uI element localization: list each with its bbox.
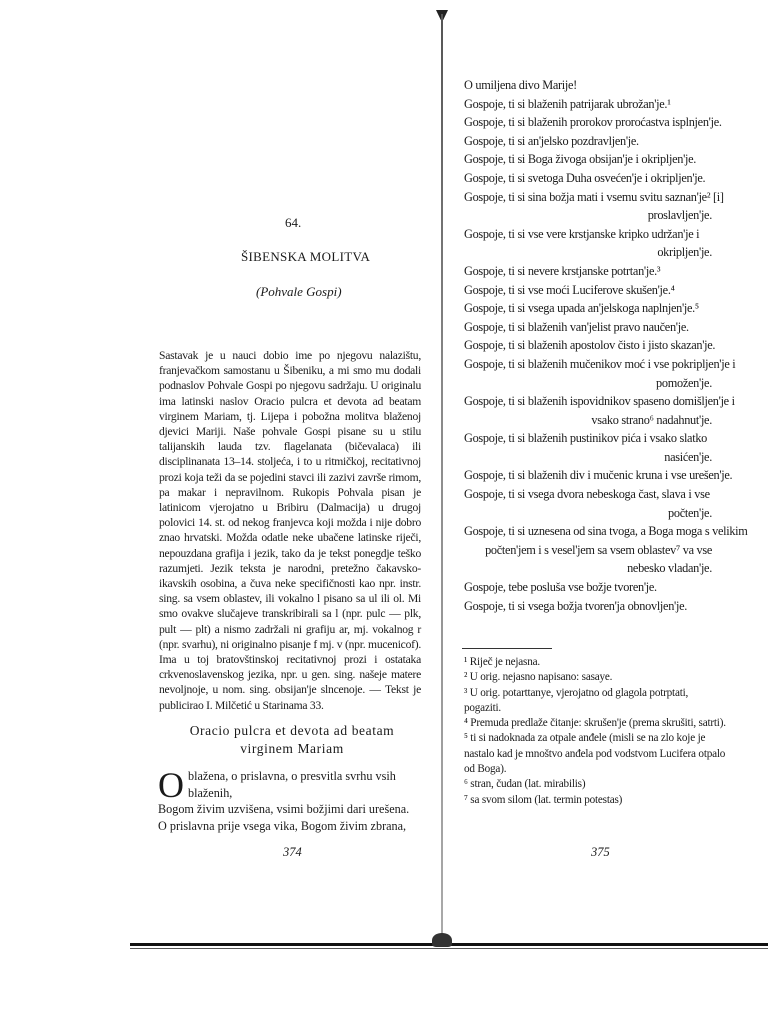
verse-line: O umiljena divo Marije! — [464, 78, 577, 92]
chapter-number: 64. — [285, 215, 302, 230]
verse-line-continuation: okriplјen'je. — [657, 245, 712, 260]
poem-line: Bogom živim uzvišena, vsimi božjimi dari urešena. — [158, 802, 410, 816]
drop-cap: O — [158, 765, 184, 805]
verse-line: Gospoje, ti si Boga živoga obsijan'je i okriplјen'je. — [464, 152, 697, 167]
verse-line: Gospoje, ti si uznesena od sina tvoga, a Boga moga s velikim — [464, 524, 748, 539]
verse-line: Gospoje, ti si blaženih prorokov proroćastva isplnjen'je. — [464, 115, 722, 130]
verse-line: Gospoje, ti si blaženih div i mučenic kruna i vse urešen'je. — [464, 468, 733, 483]
verse-line: Gospoje, ti si vsega upada an'jelskoga naplnjen'je.⁵ — [464, 301, 699, 316]
footnote: ³ U orig. potarttanye, vjerojatno od glagola potrptati, pogaziti. — [464, 686, 689, 714]
verse-line-continuation: nebesko vladan'je. — [627, 561, 712, 576]
page-number-left: 374 — [283, 845, 302, 859]
footnotes — [464, 655, 726, 808]
verse-line: Gospoje, ti si blaženih patrijarak ubrožan'je.¹ — [464, 96, 671, 111]
verse-line: Gospoje, ti si vse moći Luciferove skušen'je.⁴ — [464, 282, 675, 297]
footnote: ⁵ ti si nadoknada za otpale anđele (misli se na zlo koje je nastalo kad je mnoštvo anđela pod vodstvom Lucifera otpalo od Boga). — [464, 732, 726, 776]
verse-line: Gospoje, ti si blaženih van'jelist pravo naučen'je. — [464, 319, 689, 334]
chapter-subtitle: (Pohvale Gospi) — [256, 284, 342, 299]
verse-line-continuation: nasićen'je. — [664, 449, 712, 464]
verse-line: Gospoje, ti si blaženih apostolov čisto i jisto skazan'je. — [464, 338, 716, 353]
verse-line-continuation: proslavljen'je. — [647, 208, 712, 223]
verse-line: Gospoje, ti si sina božja mati i vsemu svitu saznan'je² [i] — [464, 189, 724, 204]
verse-line-continuation: počten'je. — [668, 505, 712, 520]
spine-bottom-mark — [432, 933, 452, 947]
verse-line-continuation: počten'jem i s vesel'jem sa vsem oblastev⁷ va vse — [485, 542, 712, 557]
poem-title: Oracio pulcra et devota ad beatam virginem Mariam — [189, 723, 395, 756]
chapter-title: ŠIBENSKA MOLITVA — [241, 249, 371, 264]
verse-line-continuation: vsako strano⁶ nadahnut'je. — [591, 412, 712, 427]
book-spine — [441, 14, 443, 944]
verse-line: Gospoje, ti si nevere krstjanske potrtan'je.³ — [464, 263, 661, 278]
footnote: ⁷ sa svom silom (lat. termin potestas) — [464, 793, 623, 806]
page-number-right: 375 — [591, 845, 610, 859]
verse-line: Gospoje, ti si vsega božja tvoren'ja obnovljen'je. — [464, 598, 688, 613]
footnote: ⁴ Premuda predlaže čitanje: skrušen'je (prema skrušiti, satrti). — [464, 717, 726, 730]
footnote: ⁶ stran, čudan (lat. mirabilis) — [464, 778, 586, 791]
page-bottom-edge-shadow — [130, 948, 768, 949]
verse-line: Gospoje, ti si svetoga Duha osvećen'je i okriplјen'je. — [464, 170, 706, 185]
verse-line-continuation: pomožen'je. — [656, 375, 712, 390]
verse-line: Gospoje, ti si vsega dvora nebeskoga čast, slava i vse — [464, 487, 710, 502]
intro-paragraph: Sastavak je u nauci dobio ime po njegovu nalazištu, franjevačkom samostanu u Šibeniku, a mi smo mu dodali podnaslov Pohvale Gospi po njegovu sadržaju. U originalu ima latinski naslov Oracio pulcra et devota ad beatam virginem Mariam, tj. Lijepa i pobožna molitva blaženoj djevici Mariji. Naše pohvale Gospi pisane su u stilu talijanskih lauda tzv. flagelanata (bičevalaca) ili disciplinanata 13–14. stoljeća, i to u ritmičkoj, recitativnoj prozi koja teži da se pojedini stavci ili zazivi završe rimom, pa makar i nepravilnom. Rukopis Pohvala pisan je latinicom vjerojatno u Bribiru (Dalmacija) u drugoj polovici 14. st. od nekog franjevca koji možda i nije dobro znao hrvatski. Možda odatle neke ubačene latinske riječi, nepouzdana grafija i jezik, tako da je tekst ponegdje teško razumjeti. Jezik teksta je narodni, pretežno čakavsko-ikavskih osobina, a čuva neke specifičnosti kao npr. instr. sing. sa vsem oblastev, ili vokalno l pisano sa ul ili ol. Mi smo ovakve slučajeve transkribirali sa l (npr. pulc — plk, pult — plt) a nismo zadržali ni grafiju ar, mj. vokalnog r (npr. svarhu), ni originalno pisanje f mj. v (npr. mucenicof). Ima u toj bratovštinskoj recitativnoj prozi i ostataka crkvenoslavenskog jezika, npr. u gen. sing. našeje matere nevoljnoje, u nom. sing. obsijan'je slncenoje. — Tekst je publicirao I. Milčetić u Starinama 33. — [159, 349, 421, 712]
footnote: ¹ Riječ je nejasna. — [464, 656, 540, 668]
verse-line: Gospoje, ti si an'jelsko pozdravljen'je. — [464, 133, 639, 148]
poem-line: O prislavna prije vsega vika, Bogom živim zbrana, — [158, 818, 407, 833]
verse-line: Gospoje, ti si blaženih mučenikov moć i vse pokriplјen'je i — [464, 356, 736, 371]
footnote-divider — [462, 648, 552, 649]
verse-list — [464, 76, 748, 615]
poem-opening — [158, 765, 426, 834]
verse-line: Gospoje, ti si vse vere krstjanske kripko udržan'je i — [464, 226, 700, 241]
footnote: ² U orig. nejasno napisano: sasaye. — [464, 671, 613, 684]
poem-line: blažena, o prislavna, o presvitla svrhu vsih blaženih, — [188, 769, 396, 800]
verse-line: Gospoje, ti si blaženih ispovidnikov spaseno domišljen'je i — [464, 394, 735, 409]
verse-line: Gospoje, tebe posluša vse božje tvoren'je. — [464, 580, 657, 595]
verse-line: Gospoje, ti si blaženih pustinikov pića i vsako slatko — [464, 431, 708, 446]
